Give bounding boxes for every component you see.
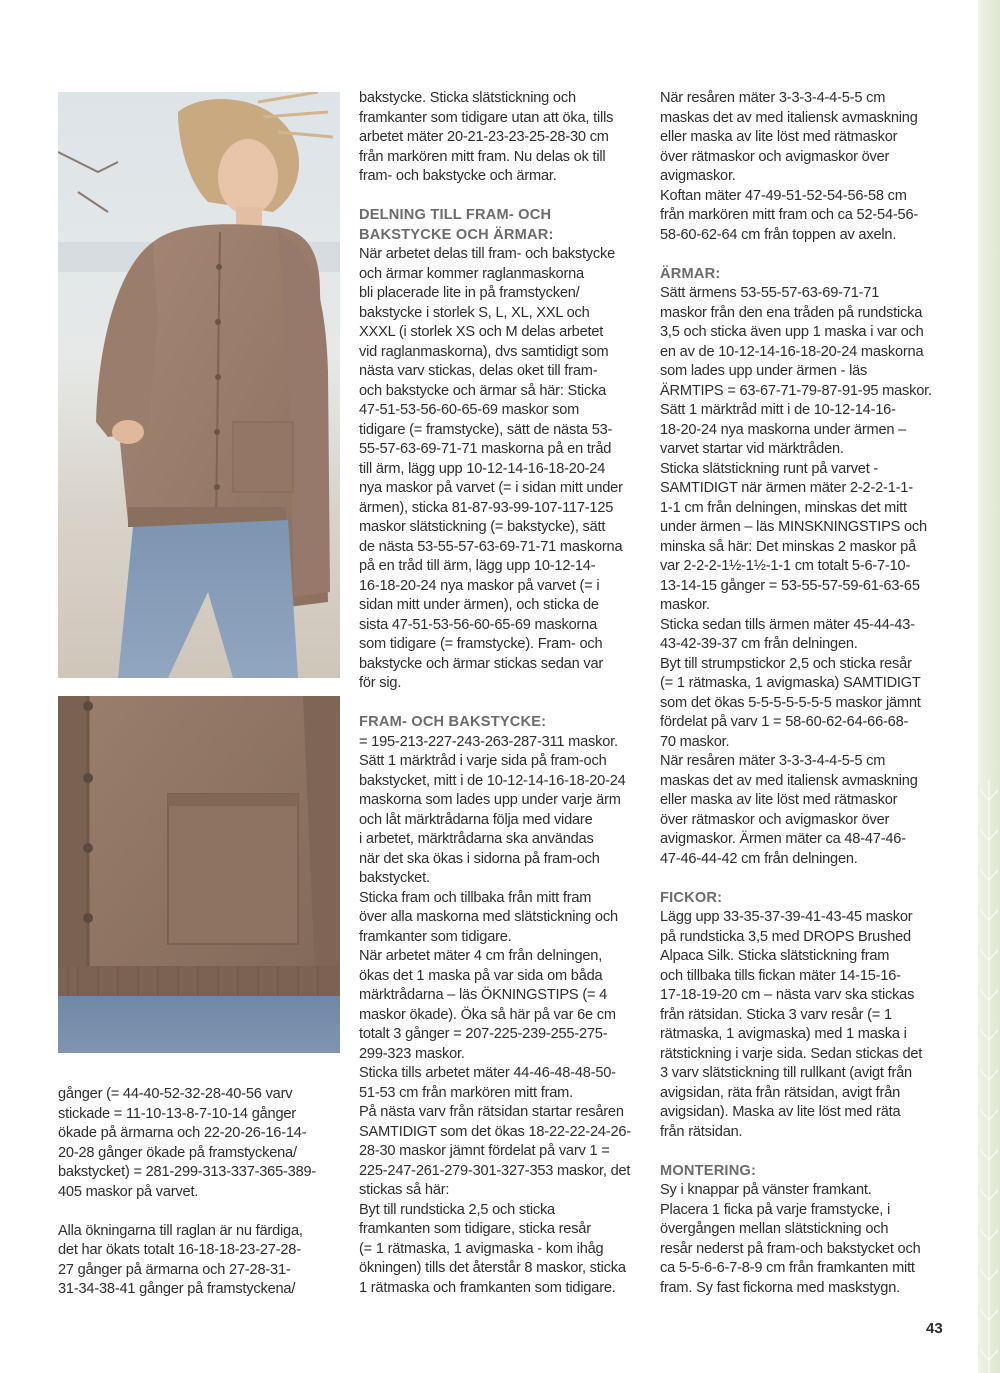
section-heading-pockets: FICKOR: (660, 889, 723, 906)
cardigan-model-illustration (58, 92, 340, 678)
middle-text-column (359, 89, 639, 1298)
section-heading-body: FRAM- OCH BAKSTYCKE: (359, 714, 547, 730)
instructions-paragraph: När resåren mäter 3-3-3-4-4-5-5 cm maskas det av med italiensk avmaskning eller maska av lite löst med rätmaskor över rätmaskor och avigmaskor över avigmaskor. Koftan mäter 47-49-51-52-54-56-58 cm från markören mitt fram och ca 52-54-56- 58-60-62-64 cm från toppen av axeln. (660, 90, 919, 243)
instructions-paragraph: bakstycke. Sticka slätstickning och framkanter som tidigare utan att öka, tills arbetet mäter 20-21-23-23-25-28-30 cm från markören mitt fram. Nu delas ok till fram- och bakstycke och ärmar. (359, 90, 614, 184)
instructions-paragraph: Lägg upp 33-35-37-39-41-43-45 maskor på rundsticka 3,5 med DROPS Brushed Alpaca Silk. Sticka slätstickning fram och tillbaka tills fickan mäter 14-15-16- 17-18-19-20 cm – nästa varv ska stickas från rätsidan. Sticka 3 varv resår (= 1 rätmaska, 1 avigmaska) med 1 maska i rätstickning i varje sida. Sedan stickas det 3 varv slätstickning till rullkant (avigt från avigsidan, räta från rätsidan, avigt från avigsidan). Maska av lite löst med räta från rätsidan. (660, 909, 923, 1140)
right-text-column (660, 89, 944, 1298)
leaf-pattern-icon (978, 0, 1000, 1373)
cardigan-model-photo (58, 92, 340, 678)
page-number: 43 (926, 1320, 943, 1337)
left-text-column (58, 1085, 338, 1300)
instructions-paragraph: Sätt ärmens 53-55-57-63-69-71-71 maskor från den ena tråden på rundsticka 3,5 och sticka även upp 1 maska i var och en av de 10-12-14-16-18-20-24 maskorna som lades upp under ärmen - läs ÄRMTIPS = 63-67-71-79-87-91-95 maskor. Sätt 1 märktråd mitt i de 10-12-14-16- 18-20-24 nya maskorna under ärmen – varvet startar vid märktråden. Sticka slätstickning runt på varvet - SAMTIDIGT när ärmen mäter 2-2-2-1-1- 1-1 cm från delningen, minskas det mitt under ärmen – läs MINSKNINGSTIPS och minska så här: Det minskas 2 maskor på var 2-2-2-1½-1½-1-1 cm totalt 5-6-7-10- 13-14-15 gånger = 53-55-57-59-61-63-65 maskor. Sticka sedan tills ärmen mäter 45-44-43- 43-42-39-37 cm från delningen. Byt till strumpstickor 2,5 och sticka resår (= 1 rätmaska, 1 avigmaska) SAMTIDIGT som det ökas 5-5-5-5-5-5-5 maskor jämnt fördelat på varv 1 = 58-60-62-64-66-68- 70 maskor. När resåren mäter 3-3-3-4-4-5-5 cm maskas det av med italiensk avmaskning eller maska av lite löst med rätmaskor över rätmaskor och avigmaskor över avigmaskor. Ärmen mäter ca 48-47-46- 47-46-44-42 cm från delningen. (660, 285, 932, 867)
section-heading-sleeves: ÄRMAR: (660, 265, 721, 282)
cardigan-detail-photo (58, 696, 340, 1053)
instructions-paragraph: = 195-213-227-243-263-287-311 maskor. Sätt 1 märktråd i varje sida på fram-och bakstycket, mitt i de 10-12-14-16-18-20-24 maskorna som lades upp under varje ärm och låt märktrådarna följa med vidare i arbetet, märktrådarna ska användas när det ska ökas i sidorna på fram-och bakstycket. Sticka fram och tillbaka från mitt fram över alla maskorna med slätstickning och framkanter som tidigare. När arbetet mäter 4 cm från delningen, ökas det 1 maska på var sida om båda märktrådarna – läs ÖKNINGSTIPS (= 4 maskor ökade). Öka så här på var 6e cm totalt 3 gånger = 207-225-239-255-275- 299-323 maskor. Sticka tills arbetet mäter 44-46-48-48-50- 51-53 cm från markören mitt fram. På nästa varv från rätsidan startar resåren SAMTIDIGT som det ökas 18-22-22-24-26- 28-30 maskor jämnt fördelat på varv 1 = 225-247-261-279-301-327-353 maskor, det stickas så här: Byt till rundsticka 2,5 och sticka framkanten som tidigare, sticka resår (= 1 rätmaska, 1 avigmaska - kom ihåg ökningen) tills det återstår 8 maskor, sticka 1 rätmaska och framkanten som tidigare. (359, 733, 631, 1296)
decorative-side-strip (978, 0, 1000, 1373)
section-heading-assembly: MONTERING: (660, 1162, 757, 1179)
instructions-paragraph: gånger (= 44-40-52-32-28-40-56 varv stickade = 11-10-13-8-7-10-14 gånger ökade på ärmarna och 22-20-26-16-14- 20-28 gånger ökade på framstyckena/ bakstycket) = 281-299-313-337-365-389- 405 maskor på varvet. (58, 1086, 317, 1200)
instructions-paragraph: Alla ökningarna till raglan är nu färdiga, det har ökats totalt 16-18-18-23-27-28- 27 gånger på ärmarna och 27-28-31- 31-34-38-41 gånger på framstyckena/ (58, 1222, 303, 1297)
instructions-paragraph: Sy i knappar på vänster framkant. Placera 1 ficka på varje framstycke, i övergången mellan slätstickning och resår nederst på fram-och bakstycket och ca 5-5-6-6-7-8-9 cm från framkanten mitt fram. Sy fast fickorna med maskstygn. (660, 1182, 921, 1296)
instructions-paragraph: När arbetet delas till fram- och bakstycke och ärmar kommer raglanmaskorna bli placerade lite in på framstycken/ bakstycke i storlek S, L, XL, XXL och XXXL (i storlek XS och M delas arbetet vid raglanmaskorna), dvs samtidigt som nästa varv stickas, delas oket till fram- och bakstycke och ärmar så här: Sticka 47-51-53-56-60-65-69 maskor som tidigare (= framstycke), sätt de nästa 53- 55-57-63-69-71-71 maskorna på en tråd till ärm, lägg upp 10-12-14-16-18-20-24 nya maskor på varvet (= i sidan mitt under ärmen), sticka 81-87-93-99-107-117-125 maskor slätstickning (= bakstycke), sätt de nästa 53-55-57-63-69-71-71 maskorna på en tråd till ärm, lägg upp 10-12-14- 16-18-20-24 nya maskor på varvet (= i sidan mitt under ärmen), och sticka de sista 47-51-53-56-60-65-69 maskorna som tidigare (= framstycke). Fram- och bakstycke och ärmar stickas sedan var för sig. (359, 246, 623, 691)
cardigan-pocket-closeup-illustration (58, 696, 340, 1053)
section-heading-division: DELNING TILL FRAM- OCH BAKSTYCKE OCH ÄRMAR: (359, 207, 554, 243)
